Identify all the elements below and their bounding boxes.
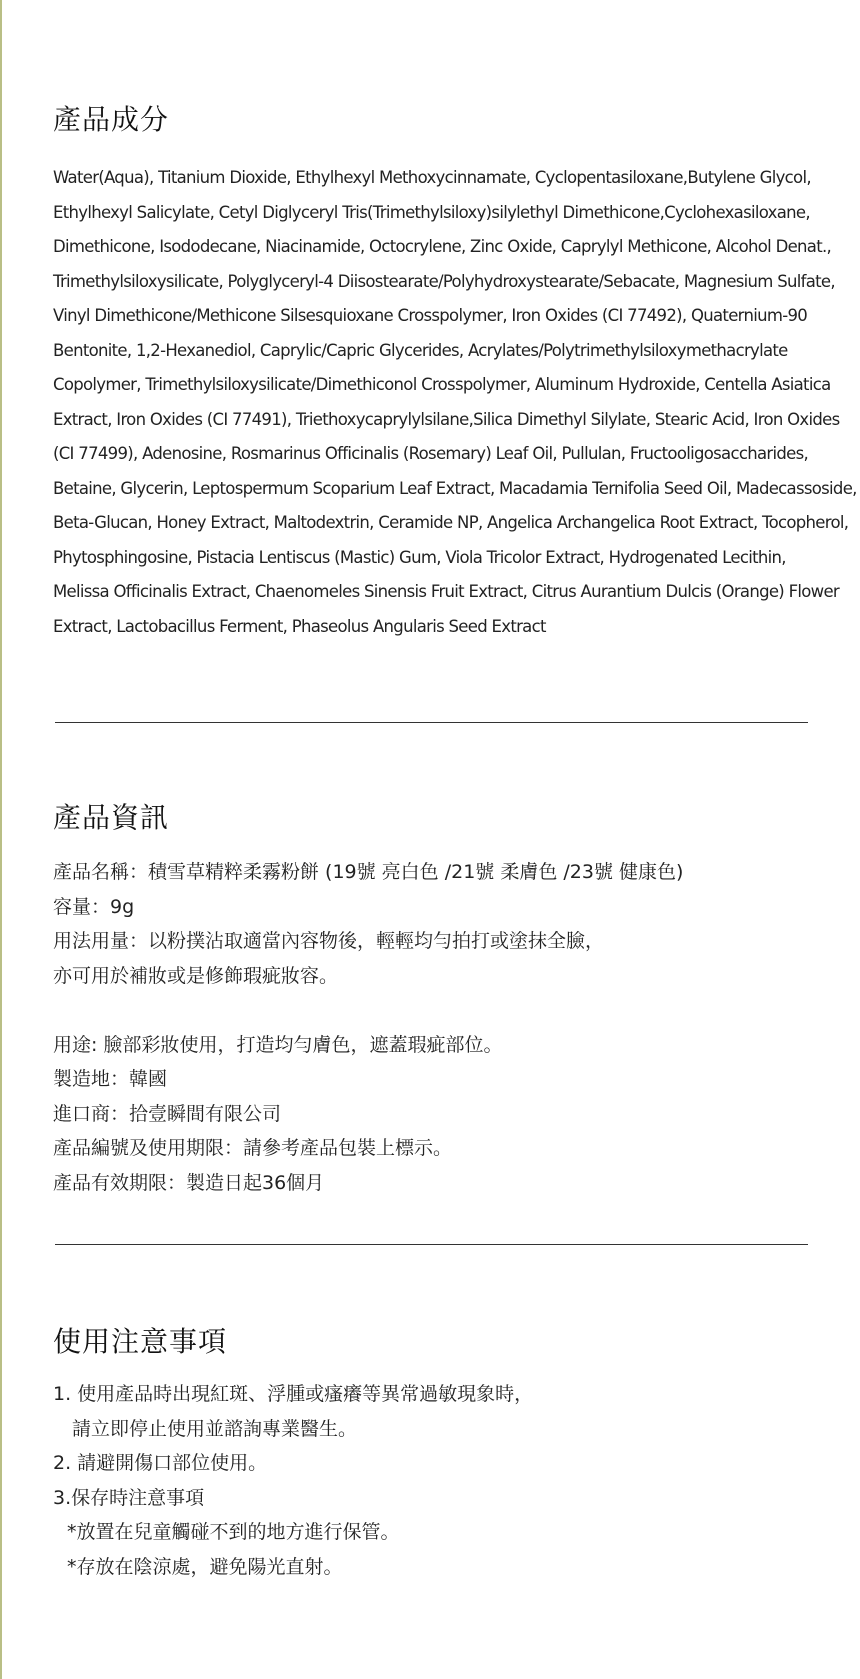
ingredients-line: Betaine, Glycerin, Leptospermum Scoparium Leaf Extract, Macadamia Ternifolia Seed Oil, Madecassoside, [53,478,857,498]
ingredients-line: Trimethylsiloxysilicate, Polyglyceryl-4 Diisostearate/Polyhydroxystearate/Sebacate, Magnesium Sulfate, [53,271,835,291]
ingredients-line: Melissa Officinalis Extract, Chaenomeles Sinensis Fruit Extract, Citrus Aurantium Dulcis (Orange) Flower [53,582,839,601]
ingredients-line: Vinyl Dimethicone/Methicone Silsesquioxane Crosspolymer, Iron Oxides (CI 77492), Quaternium-90 [53,306,808,325]
section-divider [55,1244,808,1245]
usage-instructions-continued: 亦可用於補妝或是修飾瑕疵妝容。 [53,964,339,987]
caution-item-continued: 請立即停止使用並諮詢專業醫生。 [72,1417,358,1440]
importer: 進口商：拾壹瞬間有限公司 [53,1102,282,1125]
batch-and-expiry-note: 產品編號及使用期限：請參考產品包裝上標示。 [53,1137,453,1159]
caution-subitem: *放置在兒童觸碰不到的地方進行保管。 [67,1521,400,1543]
cautions-list [53,1377,843,1584]
spacer [53,993,843,1028]
product-name: 產品名稱：積雪草精粹柔霧粉餅 (19號 亮白色 /21號 柔膚色 /23號 健康色) [53,861,684,883]
ingredients-line: Copolymer, Trimethylsiloxysilicate/Dimethiconol Crosspolymer, Aluminum Hydroxide, Centella Asiatica [53,375,831,394]
cautions-title: 使用注意事項 [53,1325,228,1358]
ingredients-line: (CI 77499), Adenosine, Rosmarinus Officinalis (Rosemary) Leaf Oil, Pullulan, Fructooligosaccharides, [53,444,809,463]
product-info-list [53,855,843,1200]
product-info-title: 產品資訊 [53,801,170,834]
ingredients-line: Water(Aqua), Titanium Dioxide, Ethylhexyl Methoxycinnamate, Cyclopentasiloxane,Butylene Glycol, [53,168,811,187]
ingredients-line: Extract, Lactobacillus Ferment, Phaseolus Angularis Seed Extract [53,616,546,636]
ingredients-line: Bentonite, 1,2-Hexanediol, Caprylic/Capric Glycerides, Acrylates/Polytrimethylsiloxymethacrylate [53,340,788,360]
ingredients-line: Beta-Glucan, Honey Extract, Maltodextrin, Ceramide NP, Angelica Archangelica Root Extract, Tocopherol, [53,513,849,532]
usage-instructions: 用法用量：以粉撲沾取適當內容物後，輕輕均勻拍打或塗抹全臉， [53,930,605,952]
left-accent-rule [0,0,2,1679]
ingredients-line: Dimethicone, Isododecane, Niacinamide, Octocrylene, Zinc Oxide, Caprylyl Methicone, Alcohol Denat., [53,237,832,256]
caution-item: 1. 使用產品時出現紅斑、浮腫或瘙癢等異常過敏現象時， [53,1383,534,1405]
section-divider [55,722,808,723]
ingredients-line: Ethylhexyl Salicylate, Cetyl Diglyceryl Tris(Trimethylsiloxy)silylethyl Dimethicone,Cyclohexasiloxane, [53,202,810,222]
manufacture-origin: 製造地：韓國 [53,1068,168,1090]
caution-subitem: *存放在陰涼處，避免陽光直射。 [67,1555,343,1578]
caution-item: 3.保存時注意事項 [53,1486,205,1509]
product-capacity: 容量：9g [53,895,135,918]
ingredients-line: Phytosphingosine, Pistacia Lentiscus (Mastic) Gum, Viola Tricolor Extract, Hydrogenated Lecithin, [53,547,786,567]
shelf-life: 產品有效期限：製造日起36個月 [53,1171,325,1194]
caution-item: 2. 請避開傷口部位使用。 [53,1452,268,1474]
ingredients-title: 產品成分 [53,103,170,136]
product-purpose: 用途: 臉部彩妝使用，打造均勻膚色，遮蓋瑕疵部位。 [53,1033,503,1056]
ingredients-list [53,161,857,644]
ingredients-line: Extract, Iron Oxides (CI 77491), Triethoxycaprylylsilane,Silica Dimethyl Silylate, Stearic Acid, Iron Oxides [53,409,840,429]
